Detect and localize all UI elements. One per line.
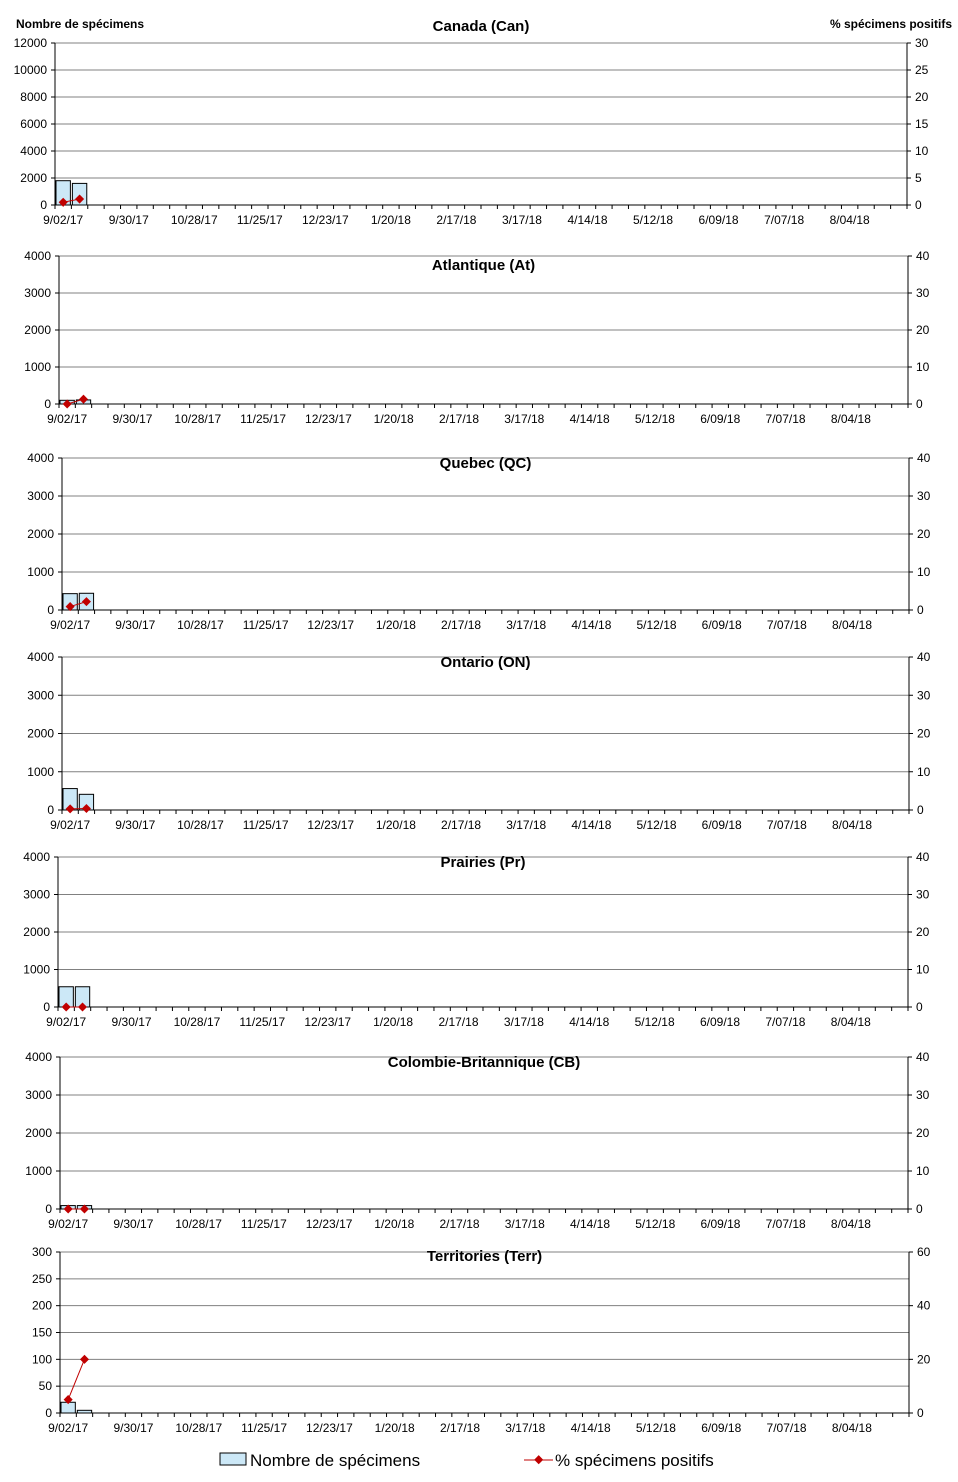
x-tick-label: 7/07/18 (766, 412, 806, 426)
x-tick-label: 10/28/17 (174, 412, 221, 426)
x-tick-label: 4/14/18 (570, 1217, 610, 1231)
y-right-tick-label: 30 (916, 1088, 930, 1102)
y-right-tick-label: 40 (917, 451, 931, 465)
x-tick-label: 6/09/18 (701, 1421, 741, 1435)
x-tick-label: 9/30/17 (115, 818, 155, 832)
y-left-tick-label: 8000 (20, 90, 47, 104)
x-tick-label: 8/04/18 (831, 1217, 871, 1231)
y-left-tick-label: 2000 (23, 925, 50, 939)
x-tick-label: 10/28/17 (171, 213, 218, 227)
x-tick-label: 12/23/17 (306, 1421, 353, 1435)
panel-title: Territories (Terr) (427, 1248, 542, 1265)
y-right-tick-label: 60 (917, 1245, 931, 1259)
x-tick-label: 1/20/18 (374, 1217, 414, 1231)
y-left-tick-label: 2000 (20, 171, 47, 185)
x-tick-label: 3/17/18 (506, 618, 546, 632)
y-left-tick-label: 6000 (20, 117, 47, 131)
x-tick-label: 7/07/18 (767, 618, 807, 632)
x-tick-label: 3/17/18 (504, 412, 544, 426)
x-tick-label: 5/12/18 (635, 1217, 675, 1231)
y-left-tick-label: 3000 (27, 688, 54, 702)
y-left-tick-label: 2000 (25, 1126, 52, 1140)
x-tick-label: 3/17/18 (502, 213, 542, 227)
x-tick-label: 11/25/17 (241, 1421, 287, 1435)
y-left-tick-label: 4000 (25, 1050, 52, 1064)
x-tick-label: 10/28/17 (175, 1217, 222, 1231)
y-left-tick-label: 100 (32, 1352, 52, 1366)
x-tick-label: 10/28/17 (177, 818, 224, 832)
y-right-tick-label: 10 (917, 765, 931, 779)
y-left-tick-label: 0 (43, 1000, 50, 1014)
x-tick-label: 9/02/17 (43, 213, 83, 227)
y-right-tick-label: 0 (917, 1406, 924, 1420)
y-left-tick-label: 50 (39, 1379, 53, 1393)
panel-title: Quebec (QC) (440, 455, 532, 472)
y-right-tick-label: 30 (916, 286, 930, 300)
x-tick-label: 11/25/17 (241, 1217, 287, 1231)
x-tick-label: 8/04/18 (831, 1015, 871, 1029)
x-tick-label: 11/25/17 (243, 818, 289, 832)
y-right-tick-label: 10 (916, 360, 930, 374)
y-right-tick-label: 30 (915, 36, 929, 50)
y-right-tick-label: 30 (917, 688, 931, 702)
y-right-tick-label: 0 (916, 1202, 923, 1216)
y-left-tick-label: 2000 (27, 727, 54, 741)
bar (77, 1410, 91, 1413)
y-left-tick-label: 2000 (27, 527, 54, 541)
x-tick-label: 11/25/17 (240, 412, 286, 426)
x-tick-label: 11/25/17 (243, 618, 289, 632)
x-tick-label: 9/02/17 (50, 618, 90, 632)
y-right-tick-label: 10 (917, 565, 931, 579)
y-left-tick-label: 0 (44, 397, 51, 411)
x-tick-label: 12/23/17 (302, 213, 349, 227)
x-tick-label: 12/23/17 (307, 818, 354, 832)
x-tick-label: 10/28/17 (174, 1015, 221, 1029)
x-tick-label: 1/20/18 (376, 618, 416, 632)
x-tick-label: 1/20/18 (374, 412, 414, 426)
y-right-tick-label: 20 (916, 925, 930, 939)
x-tick-label: 12/23/17 (307, 618, 354, 632)
x-tick-label: 5/12/18 (637, 618, 677, 632)
y-right-tick-label: 25 (915, 63, 929, 77)
y-left-tick-label: 0 (40, 198, 47, 212)
x-tick-label: 9/02/17 (46, 1015, 86, 1029)
y-left-tick-label: 250 (32, 1272, 52, 1286)
x-tick-label: 9/02/17 (48, 1421, 88, 1435)
y-left-tick-label: 3000 (27, 489, 54, 503)
y-right-tick-label: 0 (916, 1000, 923, 1014)
legend-line-marker (534, 1455, 543, 1464)
x-tick-label: 3/17/18 (505, 1217, 545, 1231)
x-tick-label: 4/14/18 (571, 1421, 611, 1435)
x-tick-label: 1/20/18 (371, 213, 411, 227)
x-tick-label: 7/07/18 (767, 818, 807, 832)
y-left-tick-label: 150 (32, 1326, 52, 1340)
y-right-tick-label: 40 (916, 1050, 930, 1064)
x-tick-label: 7/07/18 (767, 1421, 807, 1435)
x-tick-label: 10/28/17 (175, 1421, 222, 1435)
legend-line-label: % spécimens positifs (555, 1451, 714, 1470)
legend-bar-label: Nombre de spécimens (250, 1451, 420, 1470)
x-tick-label: 5/12/18 (637, 818, 677, 832)
x-tick-label: 5/12/18 (635, 1015, 675, 1029)
y-left-tick-label: 2000 (24, 323, 51, 337)
x-tick-label: 8/04/18 (832, 1421, 872, 1435)
y-left-tick-label: 3000 (25, 1088, 52, 1102)
y-right-tick-label: 40 (916, 249, 930, 263)
x-tick-label: 9/02/17 (50, 818, 90, 832)
x-tick-label: 2/17/18 (441, 618, 481, 632)
x-tick-label: 7/07/18 (766, 1217, 806, 1231)
x-tick-label: 4/14/18 (571, 618, 611, 632)
x-tick-label: 1/20/18 (375, 1421, 415, 1435)
y-left-tick-label: 4000 (24, 249, 51, 263)
x-tick-label: 6/09/18 (702, 818, 742, 832)
left-axis-label: Nombre de spécimens (16, 17, 144, 31)
x-tick-label: 8/04/18 (832, 618, 872, 632)
x-tick-label: 6/09/18 (702, 618, 742, 632)
y-right-tick-label: 20 (915, 90, 929, 104)
y-left-tick-label: 300 (32, 1245, 52, 1259)
y-right-tick-label: 0 (917, 803, 924, 817)
x-tick-label: 3/17/18 (506, 818, 546, 832)
x-tick-label: 8/04/18 (831, 412, 871, 426)
y-right-tick-label: 10 (916, 1164, 930, 1178)
y-right-tick-label: 0 (915, 198, 922, 212)
x-tick-label: 7/07/18 (764, 213, 804, 227)
x-tick-label: 2/17/18 (438, 1015, 478, 1029)
x-tick-label: 9/30/17 (109, 213, 149, 227)
y-right-tick-label: 20 (917, 527, 931, 541)
y-left-tick-label: 1000 (25, 1164, 52, 1178)
y-right-tick-label: 5 (915, 171, 922, 185)
y-right-tick-label: 20 (916, 323, 930, 337)
y-left-tick-label: 4000 (27, 650, 54, 664)
y-left-tick-label: 0 (45, 1202, 52, 1216)
y-right-tick-label: 30 (917, 489, 931, 503)
x-tick-label: 1/20/18 (376, 818, 416, 832)
x-tick-label: 5/12/18 (633, 213, 673, 227)
y-right-tick-label: 10 (915, 144, 929, 158)
x-tick-label: 5/12/18 (636, 1421, 676, 1435)
x-tick-label: 3/17/18 (504, 1015, 544, 1029)
x-tick-label: 4/14/18 (567, 213, 607, 227)
x-tick-label: 12/23/17 (305, 412, 352, 426)
y-left-tick-label: 4000 (20, 144, 47, 158)
x-tick-label: 2/17/18 (441, 818, 481, 832)
x-tick-label: 6/09/18 (700, 1015, 740, 1029)
x-tick-label: 2/17/18 (440, 1217, 480, 1231)
x-tick-label: 9/30/17 (112, 412, 152, 426)
y-left-tick-label: 1000 (23, 963, 50, 977)
y-right-tick-label: 20 (917, 1352, 931, 1366)
x-tick-label: 2/17/18 (436, 213, 476, 227)
x-tick-label: 4/14/18 (571, 818, 611, 832)
x-tick-label: 10/28/17 (177, 618, 224, 632)
panel-title: Prairies (Pr) (440, 854, 525, 871)
y-right-tick-label: 30 (916, 888, 930, 902)
y-left-tick-label: 4000 (27, 451, 54, 465)
x-tick-label: 1/20/18 (373, 1015, 413, 1029)
x-tick-label: 2/17/18 (440, 1421, 480, 1435)
y-right-tick-label: 10 (916, 963, 930, 977)
x-tick-label: 4/14/18 (570, 412, 610, 426)
x-tick-label: 5/12/18 (635, 412, 675, 426)
line-point (80, 1355, 89, 1364)
y-right-tick-label: 20 (916, 1126, 930, 1140)
y-left-tick-label: 10000 (14, 63, 48, 77)
x-tick-label: 2/17/18 (439, 412, 479, 426)
y-right-tick-label: 0 (917, 603, 924, 617)
y-left-tick-label: 0 (47, 803, 54, 817)
x-tick-label: 4/14/18 (569, 1015, 609, 1029)
y-left-tick-label: 1000 (27, 565, 54, 579)
panel-title: Atlantique (At) (432, 257, 535, 274)
x-tick-label: 11/25/17 (237, 213, 283, 227)
x-tick-label: 9/30/17 (113, 1421, 153, 1435)
y-right-tick-label: 20 (917, 727, 931, 741)
y-left-tick-label: 0 (47, 603, 54, 617)
x-tick-label: 9/30/17 (115, 618, 155, 632)
panel-title: Canada (Can) (433, 18, 530, 35)
series-line (68, 1359, 84, 1399)
x-tick-label: 8/04/18 (832, 818, 872, 832)
y-right-tick-label: 15 (915, 117, 929, 131)
x-tick-label: 9/30/17 (113, 1217, 153, 1231)
y-left-tick-label: 4000 (23, 850, 50, 864)
x-tick-label: 8/04/18 (830, 213, 870, 227)
x-tick-label: 9/30/17 (112, 1015, 152, 1029)
x-tick-label: 6/09/18 (699, 213, 739, 227)
y-right-tick-label: 0 (916, 397, 923, 411)
x-tick-label: 12/23/17 (306, 1217, 353, 1231)
legend-bar-swatch (220, 1453, 246, 1465)
x-tick-label: 6/09/18 (700, 1217, 740, 1231)
x-tick-label: 9/02/17 (47, 412, 87, 426)
x-tick-label: 11/25/17 (239, 1015, 285, 1029)
x-tick-label: 7/07/18 (765, 1015, 805, 1029)
y-right-tick-label: 40 (917, 650, 931, 664)
y-right-tick-label: 40 (917, 1299, 931, 1313)
x-tick-label: 12/23/17 (304, 1015, 351, 1029)
x-tick-label: 9/02/17 (48, 1217, 88, 1231)
right-axis-label: % spécimens positifs (830, 17, 952, 31)
panel-title: Colombie-Britannique (CB) (388, 1054, 581, 1071)
x-tick-label: 3/17/18 (505, 1421, 545, 1435)
y-right-tick-label: 40 (916, 850, 930, 864)
y-left-tick-label: 1000 (24, 360, 51, 374)
y-left-tick-label: 3000 (24, 286, 51, 300)
panel-title: Ontario (ON) (441, 654, 531, 671)
y-left-tick-label: 12000 (14, 36, 48, 50)
y-left-tick-label: 200 (32, 1299, 52, 1313)
y-left-tick-label: 1000 (27, 765, 54, 779)
x-tick-label: 6/09/18 (700, 412, 740, 426)
y-left-tick-label: 0 (45, 1406, 52, 1420)
y-left-tick-label: 3000 (23, 888, 50, 902)
